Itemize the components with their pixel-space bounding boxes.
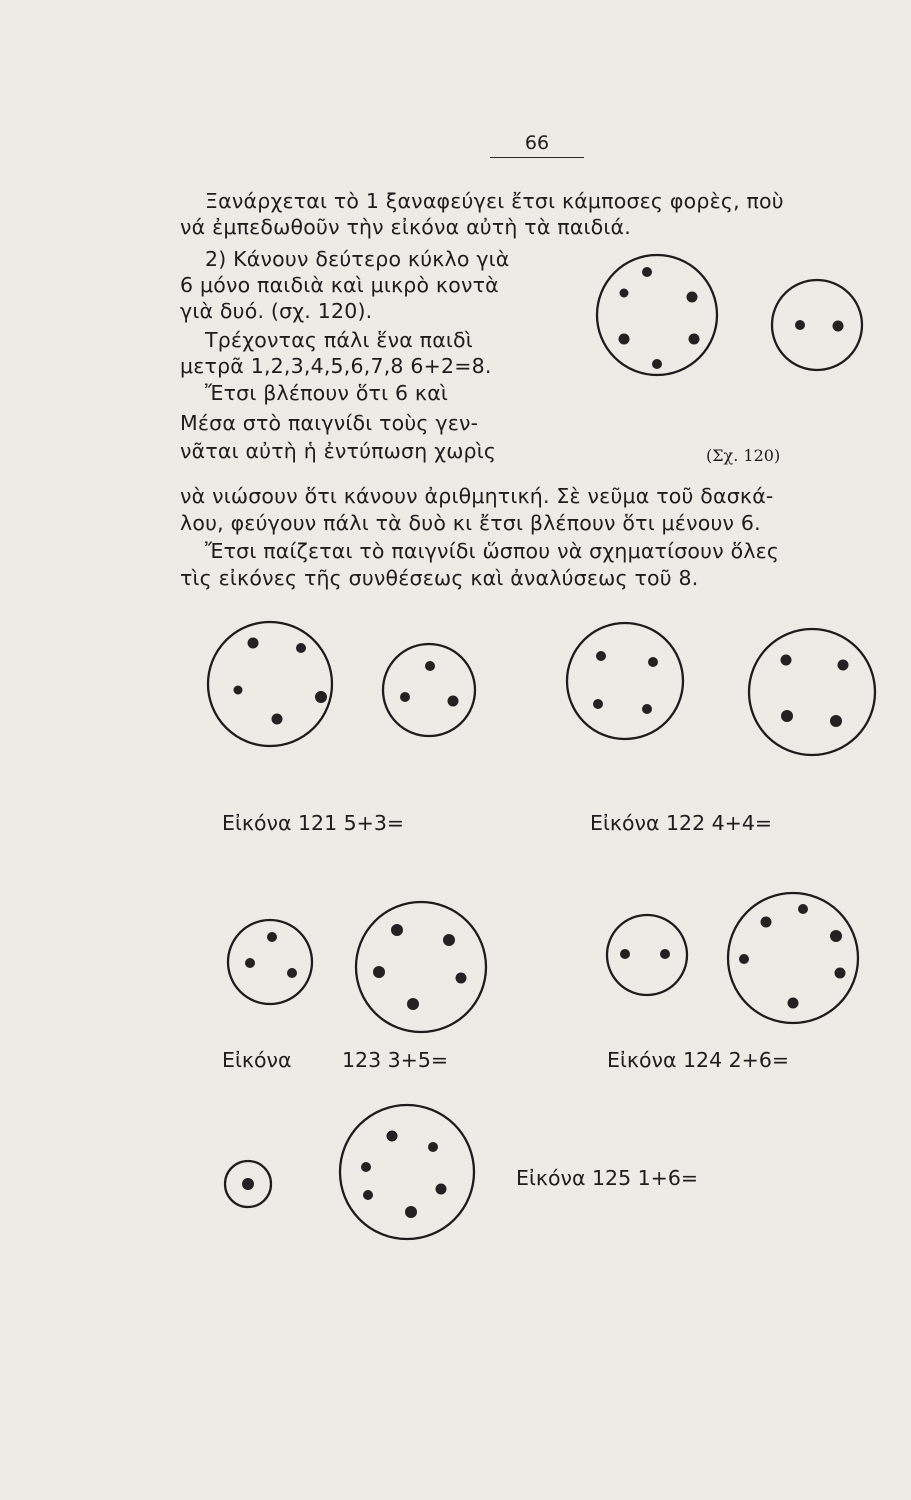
dot <box>642 267 652 277</box>
dot <box>315 691 327 703</box>
page-number: 66 <box>490 132 584 158</box>
big-circle <box>208 622 332 746</box>
dot <box>593 699 603 709</box>
dot <box>838 660 849 671</box>
dot <box>363 1190 373 1200</box>
text-line: Ξανάρχεται τὸ 1 ξαναφεύγει ἔτσι κάμποσες φορὲς, ποὺ <box>205 189 784 213</box>
dot <box>425 661 435 671</box>
dot <box>642 704 652 714</box>
dot <box>835 968 846 979</box>
big-circle <box>597 255 717 375</box>
figure-120-caption: (Σχ. 120) <box>706 446 781 465</box>
dot <box>267 932 277 942</box>
dot <box>648 657 658 667</box>
dot <box>272 714 283 725</box>
figure-122-caption: Εἰκόνα 122 4+4= <box>590 811 773 835</box>
dot <box>234 686 243 695</box>
dot <box>373 966 385 978</box>
dot <box>456 973 467 984</box>
dot <box>245 958 255 968</box>
dot <box>428 1142 438 1152</box>
text-line: Ἔτσι βλέπουν ὅτι 6 καὶ <box>205 381 449 405</box>
text-line: Μέσα στὸ παιγνίδι τοὺς γεν- <box>180 411 479 435</box>
dot <box>436 1184 447 1195</box>
dot <box>296 643 306 653</box>
dot <box>242 1178 254 1190</box>
dot <box>619 334 630 345</box>
text-line: 2) Κάνουν δεύτερο κύκλο γιὰ <box>205 247 510 271</box>
big-circle <box>356 902 486 1032</box>
text-line: νᾶται αὐτὴ ἡ ἐντύπωση χωρὶς <box>180 439 497 463</box>
figure-124-caption: Εἰκόνα 124 2+6= <box>607 1048 790 1072</box>
small-circle <box>772 280 862 370</box>
dot <box>761 917 772 928</box>
figure-122 <box>567 623 875 755</box>
text-line: νὰ νιώσουν ὅτι κάνουν ἀριθμητική. Σὲ νεῦμα τοῦ δασκά- <box>180 484 774 508</box>
dot <box>361 1162 371 1172</box>
text-line: τὶς εἰκόνες τῆς συνθέσεως καὶ ἀναλύσεως τοῦ 8. <box>180 566 699 590</box>
dot <box>448 696 459 707</box>
dot <box>795 320 805 330</box>
text-line: Ἔτσι παίζεται τὸ παιγνίδι ὥσπου νὰ σχηματίσουν ὅλες <box>205 539 780 563</box>
dot <box>689 334 700 345</box>
big-circle <box>749 629 875 755</box>
dot <box>248 638 259 649</box>
dot <box>739 954 749 964</box>
figure-120 <box>597 255 862 375</box>
figure-123-label: Εἰκόνα <box>222 1048 292 1072</box>
big-circle <box>567 623 683 739</box>
dot <box>391 924 403 936</box>
dot <box>620 289 629 298</box>
dot <box>407 998 419 1010</box>
figure-123 <box>228 902 486 1032</box>
dot <box>788 998 799 1009</box>
small-circle <box>383 644 475 736</box>
dot <box>830 715 842 727</box>
dot <box>387 1131 398 1142</box>
dot <box>781 710 793 722</box>
figure-123-expression: 123 3+5= <box>342 1048 449 1072</box>
dot <box>830 930 842 942</box>
dot <box>287 968 297 978</box>
dot <box>687 292 698 303</box>
small-circle <box>607 915 687 995</box>
text-line: γιὰ δυό. (σχ. 120). <box>180 299 373 323</box>
big-circle <box>340 1105 474 1239</box>
dot <box>781 655 792 666</box>
dot <box>833 321 844 332</box>
dot <box>405 1206 417 1218</box>
dot <box>443 934 455 946</box>
dot <box>400 692 410 702</box>
text-line: νά ἐμπεδωθοῦν τὴν εἰκόνα αὐτὴ τὰ παιδιά. <box>180 215 631 239</box>
figure-121 <box>208 622 475 746</box>
text-line: λου, φεύγουν πάλι τὰ δυὸ κι ἔτσι βλέπουν ὅτι μένουν 6. <box>180 511 761 535</box>
figure-121-caption: Εἰκόνα 121 5+3= <box>222 811 405 835</box>
figure-124 <box>607 893 858 1023</box>
dot <box>652 359 662 369</box>
figure-125 <box>225 1105 474 1239</box>
dot <box>798 904 808 914</box>
dot <box>596 651 606 661</box>
text-line: 6 μόνο παιδιὰ καὶ μικρὸ κοντὰ <box>180 273 499 297</box>
text-line: Τρέχοντας πάλι ἕνα παιδὶ <box>205 328 473 352</box>
dot <box>620 949 630 959</box>
figure-125-caption: Εἰκόνα 125 1+6= <box>516 1166 699 1190</box>
dot <box>660 949 670 959</box>
text-line: μετρᾶ 1,2,3,4,5,6,7,8 6+2=8. <box>180 354 492 378</box>
